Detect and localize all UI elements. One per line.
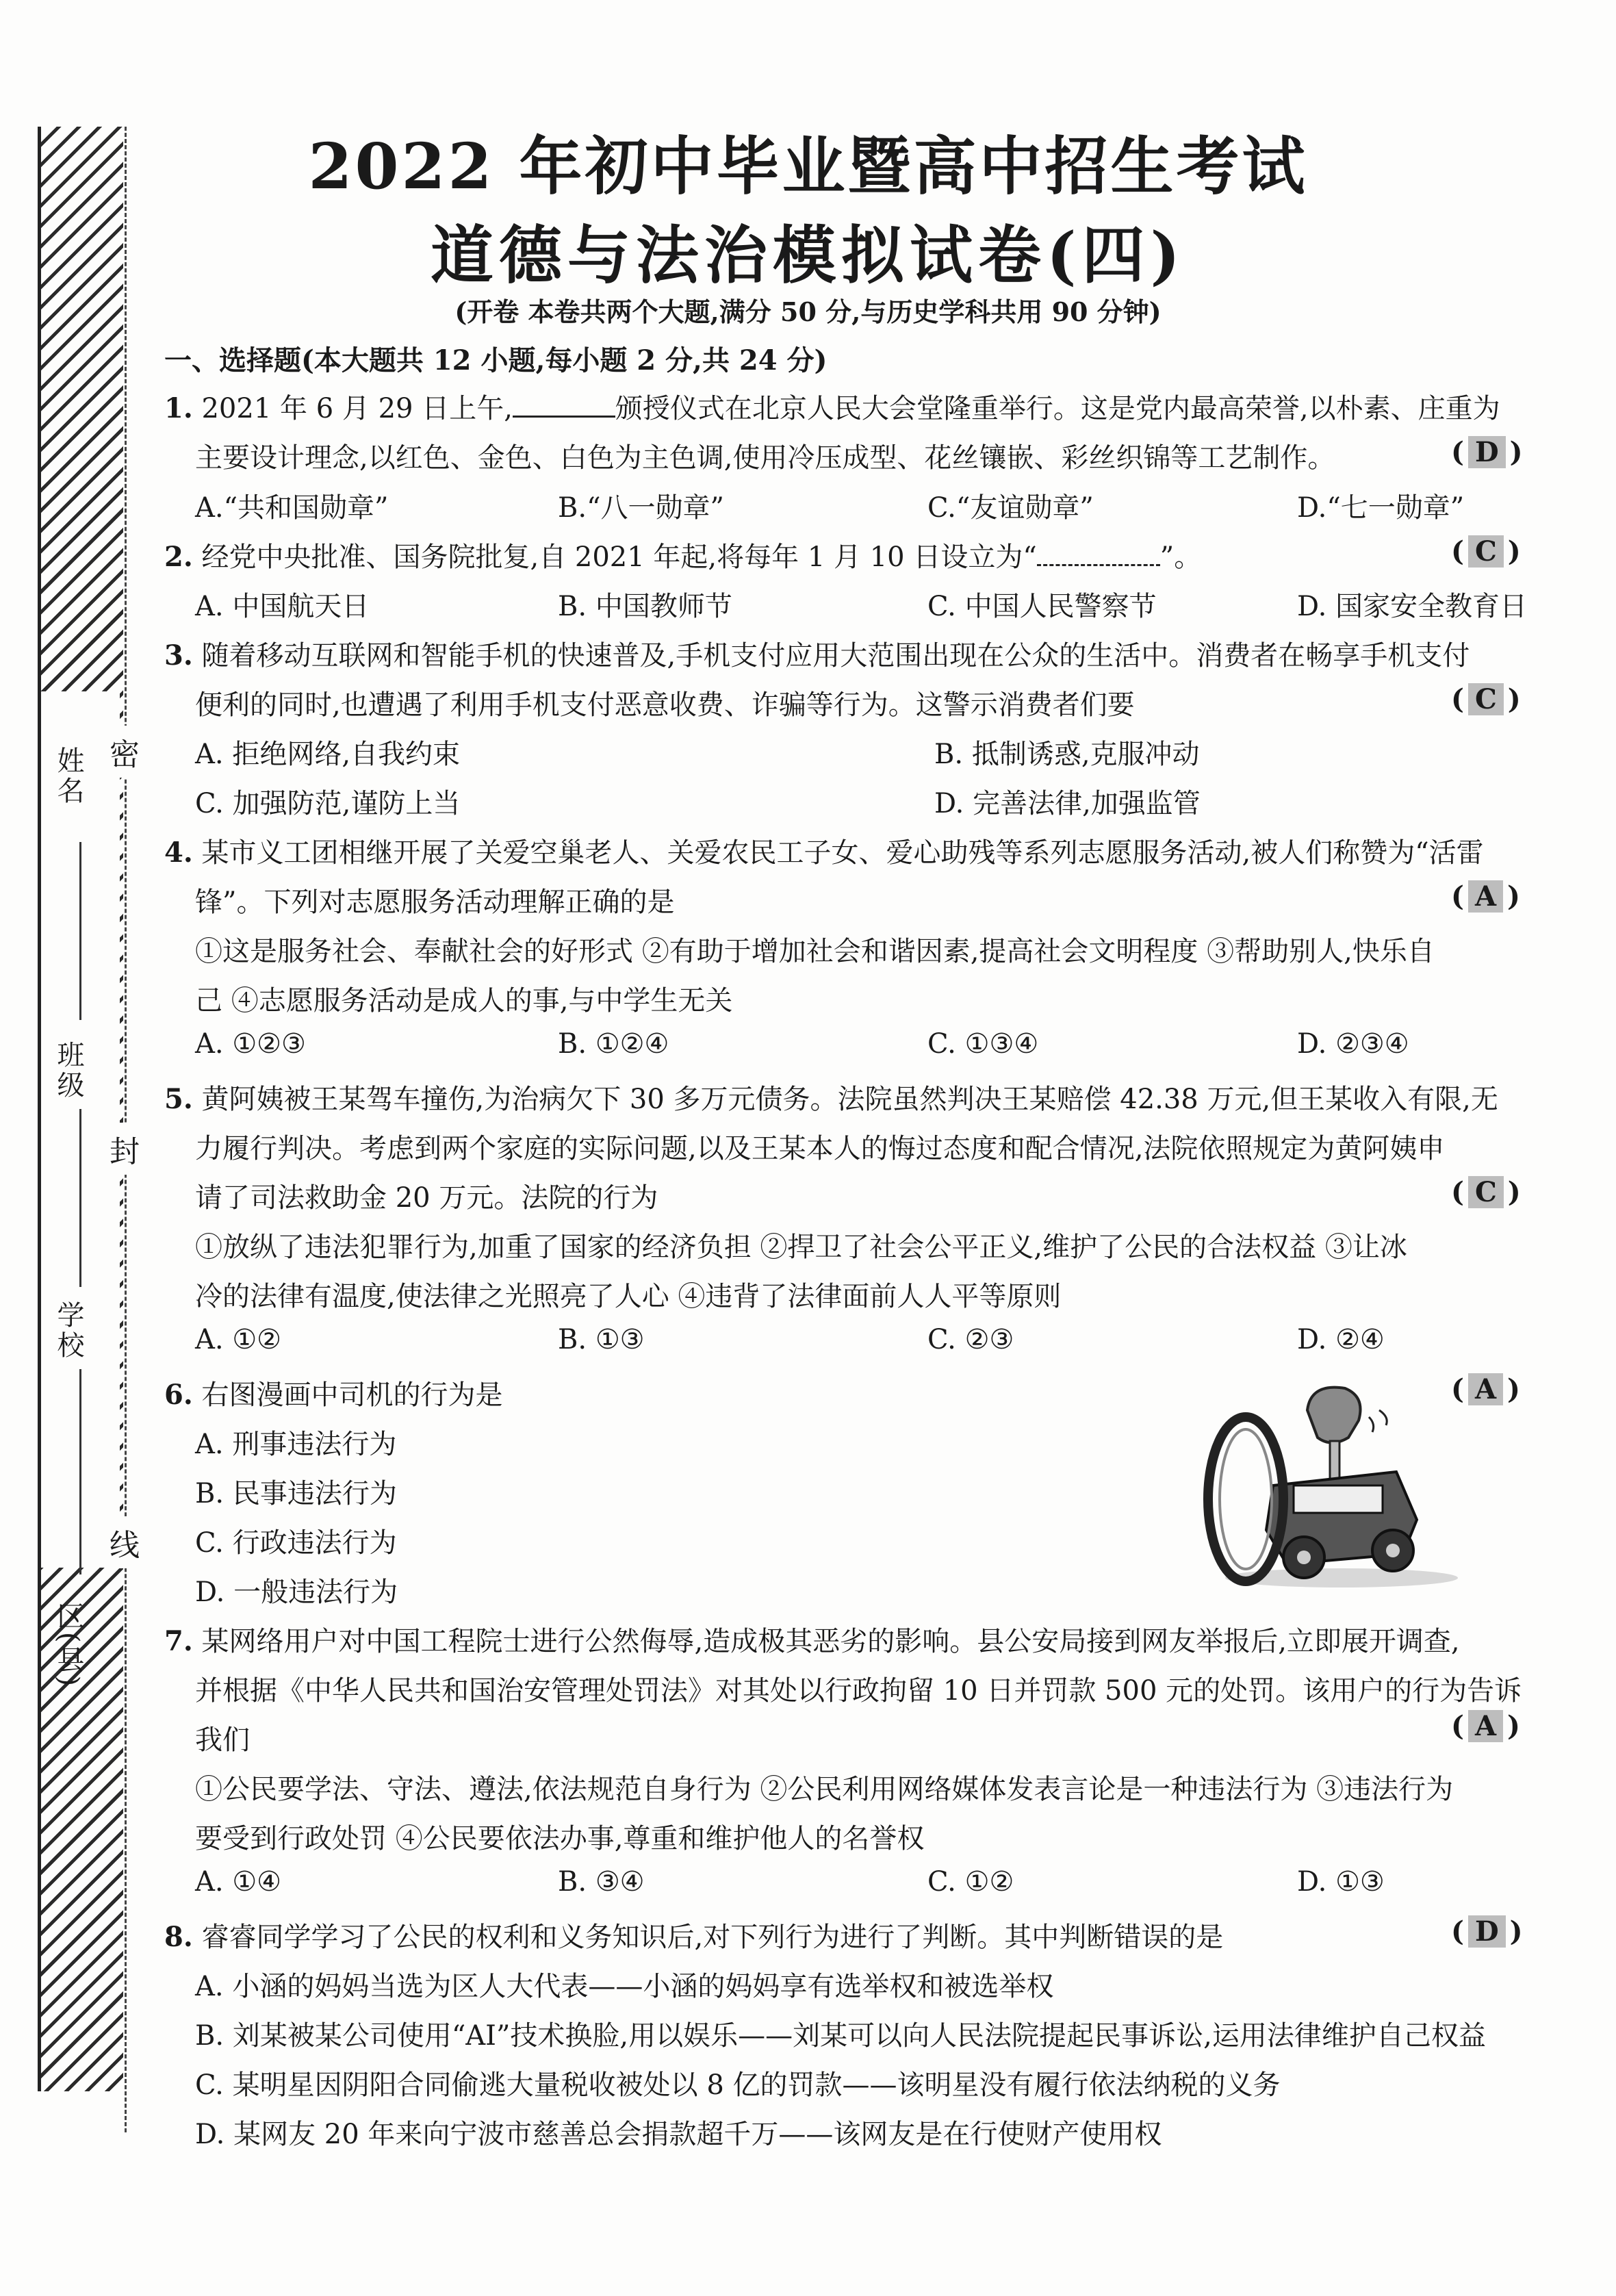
question-4-line1: [164, 831, 1540, 870]
question-number: 4.: [164, 837, 193, 869]
answer-mark: D: [1468, 1915, 1506, 1948]
question-text: 颁授仪式在北京人民大会堂隆重举行。这是党内最高荣誉,以朴素、庄重为: [615, 393, 1500, 424]
option-c[interactable]: C. ②③: [927, 1324, 1014, 1355]
options-q3-row1: [195, 732, 1564, 771]
name-fill-line[interactable]: [45, 842, 81, 1020]
option-c[interactable]: C. 中国人民警察节: [927, 591, 1157, 622]
option-c[interactable]: C. ①③④: [927, 1028, 1039, 1060]
seal-feng: 封: [110, 1123, 140, 1175]
option-b[interactable]: B. 中国教师节: [558, 591, 732, 622]
seal-xian: 线: [110, 1516, 140, 1568]
options-q1: [195, 486, 1564, 525]
option-d[interactable]: D. ①③: [1297, 1866, 1385, 1898]
option-c[interactable]: C. 某明星因阴阳合同偷逃大量税收被处以 8 亿的罚款——该明星没有履行依法纳税的义务: [195, 2069, 1281, 2101]
option-b[interactable]: B. ①②④: [558, 1028, 669, 1060]
option-b[interactable]: B.“八一勋章”: [558, 492, 725, 524]
question-text: 某市义工团相继开展了关爱空巢老人、关爱农民工子女、爱心助残等系列志愿服务活动,被人们称赞为“活雷: [201, 837, 1484, 869]
options-q4: [195, 1028, 1564, 1060]
statement-line2: 冷的法律有温度,使法律之光照亮了人心 ④违背了法律面前人人平等原则: [195, 1281, 1062, 1312]
option-c[interactable]: C. 行政违法行为: [195, 1527, 397, 1559]
option-a[interactable]: A. 中国航天日: [195, 591, 370, 622]
question-text: 某网络用户对中国工程院士进行公然侮辱,造成极其恶劣的影响。县公安局接到网友举报后,立即展开调查,: [201, 1626, 1460, 1657]
option-d[interactable]: D. 完善法律,加强监管: [934, 788, 1201, 819]
option-a[interactable]: A. ①②: [195, 1324, 282, 1355]
exam-title: 2022 年初中毕业暨高中招生考试: [308, 129, 1308, 203]
option-c[interactable]: C.“友谊勋章”: [927, 492, 1094, 524]
class-fill-line[interactable]: [45, 1109, 81, 1287]
answer-box-q8[interactable]: ( D ): [1451, 1915, 1523, 1948]
question-number: 1.: [164, 392, 193, 424]
statement-line1: ①公民要学法、守法、遵法,依法规范自身行为 ②公民利用网络媒体发表言论是一种违法行为 ③违法行为: [195, 1774, 1454, 1805]
class-label: 班级: [53, 1041, 84, 1101]
question-1-line2: 主要设计理念,以红色、金色、白色为主色调,使用冷压成型、花丝镶嵌、彩丝织锦等工艺制作。: [195, 442, 1335, 474]
answer-mark: A: [1468, 1373, 1503, 1405]
statement-line2: 己 ④志愿服务活动是成人的事,与中学生无关: [195, 985, 733, 1017]
answer-box-q3[interactable]: ( C ): [1451, 683, 1521, 715]
answer-box-q5[interactable]: ( C ): [1451, 1176, 1521, 1208]
option-d[interactable]: D. 国家安全教育日: [1297, 591, 1528, 622]
exam-subtitle: 道德与法治模拟试卷(四): [430, 218, 1186, 292]
question-8-text: [164, 1915, 1540, 1954]
option-b[interactable]: B. ①③: [558, 1324, 645, 1355]
question-text: 经党中央批准、国务院批复,自 2021 年起,将每年 1 月 10 日设立为“: [201, 541, 1037, 573]
option-a[interactable]: A. ①④: [195, 1866, 282, 1898]
option-c[interactable]: C. 加强防范,谨防上当: [195, 788, 461, 819]
question-5-line2: 力履行判决。考虑到两个家庭的实际问题,以及王某本人的悔过态度和配合情况,法院依照规定为黄阿姨申: [195, 1133, 1445, 1164]
question-text: 随着移动互联网和智能手机的快速普及,手机支付应用大范围出现在公众的生活中。消费者在畅享手机支付: [201, 640, 1470, 672]
option-b[interactable]: B. 抵制诱惑,克服冲动: [934, 739, 1200, 770]
question-5-line3: 请了司法救助金 20 万元。法院的行为: [195, 1182, 658, 1214]
question-4-line2: 锋”。下列对志愿服务活动理解正确的是: [195, 886, 675, 918]
answer-box-q2[interactable]: ( C ): [1451, 535, 1521, 567]
answer-box-q1[interactable]: ( D ): [1451, 436, 1523, 468]
option-d[interactable]: D. ②③④: [1297, 1028, 1409, 1060]
seal-mi: 密: [110, 726, 140, 778]
question-number: 7.: [164, 1625, 193, 1657]
question-7-line1: [164, 1620, 1540, 1659]
option-a[interactable]: A. 刑事违法行为: [195, 1429, 397, 1460]
answer-blank[interactable]: [513, 416, 615, 418]
question-number: 5.: [164, 1083, 193, 1115]
answer-blank[interactable]: [1037, 564, 1160, 566]
question-text: 右图漫画中司机的行为是: [201, 1379, 503, 1411]
question-5-line1: [164, 1077, 1540, 1117]
question-number: 3.: [164, 639, 193, 672]
school-label: 学校: [53, 1301, 84, 1361]
exam-note: (开卷 本卷共两个大题,满分 50 分,与历史学科共用 90 分钟): [454, 296, 1162, 327]
options-q3-row2: [195, 782, 1564, 821]
option-a[interactable]: A. 小涵的妈妈当选为区人大代表——小涵的妈妈享有选举权和被选举权: [195, 1971, 1054, 2002]
option-a[interactable]: A.“共和国勋章”: [195, 492, 389, 524]
question-7-line3: 我们: [195, 1724, 250, 1756]
question-3-line1: [164, 634, 1540, 673]
option-d[interactable]: D. 一般违法行为: [195, 1577, 398, 1608]
option-d[interactable]: D.“七一勋章”: [1297, 492, 1465, 524]
answer-box-q6[interactable]: ( A ): [1451, 1373, 1520, 1405]
question-7-line2: 并根据《中华人民共和国治安管理处罚法》对其处以行政拘留 10 日并罚款 500 元的处罚。该用户的行为告诉: [195, 1675, 1522, 1707]
question-2-text: [164, 535, 1540, 574]
options-q5: [195, 1324, 1564, 1355]
cartoon-illustration: [1191, 1383, 1465, 1595]
name-label: 姓名: [53, 746, 84, 806]
question-number: 8.: [164, 1921, 193, 1953]
option-c[interactable]: C. ①②: [927, 1866, 1014, 1898]
answer-mark: A: [1468, 880, 1503, 913]
school-fill-line[interactable]: [45, 1369, 81, 1574]
option-b[interactable]: B. 刘某被某公司使用“AI”技术换脸,用以娱乐——刘某可以向人民法院提起民事诉讼,运用法律维护自己权益: [195, 2020, 1486, 2052]
question-number: 2.: [164, 541, 193, 573]
answer-mark: A: [1468, 1710, 1503, 1742]
answer-mark: C: [1468, 1176, 1504, 1208]
answer-box-q7[interactable]: ( A ): [1451, 1710, 1520, 1742]
option-d[interactable]: D. ②④: [1297, 1324, 1385, 1355]
statement-line1: ①这是服务社会、奉献社会的好形式 ②有助于增加社会和谐因素,提高社会文明程度 ③帮助别人,快乐自: [195, 936, 1435, 967]
answer-mark: C: [1468, 683, 1504, 715]
option-a[interactable]: A. 拒绝网络,自我约束: [195, 739, 461, 770]
option-a[interactable]: A. ①②③: [195, 1028, 306, 1060]
option-b[interactable]: B. ③④: [558, 1866, 645, 1898]
question-number: 6.: [164, 1379, 193, 1411]
option-b[interactable]: B. 民事违法行为: [195, 1478, 397, 1509]
question-text: 黄阿姨被王某驾车撞伤,为治病欠下 30 多万元债务。法院虽然判决王某赔偿 42.38 万元,但王某收入有限,无: [201, 1084, 1498, 1115]
question-text: ”。: [1159, 541, 1202, 573]
options-q2: [195, 585, 1564, 624]
option-d[interactable]: D. 某网友 20 年来向宁波市慈善总会捐款超千万——该网友是在行使财产使用权: [195, 2119, 1162, 2150]
question-text: 睿睿同学学习了公民的权利和义务知识后,对下列行为进行了判断。其中判断错误的是: [201, 1922, 1224, 1953]
answer-mark: D: [1468, 436, 1506, 468]
statement-line2: 要受到行政处罚 ④公民要依法办事,尊重和维护他人的名誉权: [195, 1823, 925, 1854]
question-3-line2: 便利的同时,也遭遇了利用手机支付恶意收费、诈骗等行为。这警示消费者们要: [195, 689, 1135, 721]
answer-box-q4[interactable]: ( A ): [1451, 880, 1520, 913]
district-label: 区(县): [53, 1602, 84, 1689]
section-heading: 一、选择题(本大题共 12 小题,每小题 2 分,共 24 分): [164, 344, 828, 377]
statement-line1: ①放纵了违法犯罪行为,加重了国家的经济负担 ②捍卫了社会公平正义,维护了公民的合法权益 ③让冰: [195, 1232, 1407, 1263]
question-1-line1: [164, 387, 1540, 426]
question-text: 2021 年 6 月 29 日上午,: [201, 393, 513, 424]
options-q7: [195, 1866, 1564, 1898]
answer-mark: C: [1468, 535, 1504, 567]
